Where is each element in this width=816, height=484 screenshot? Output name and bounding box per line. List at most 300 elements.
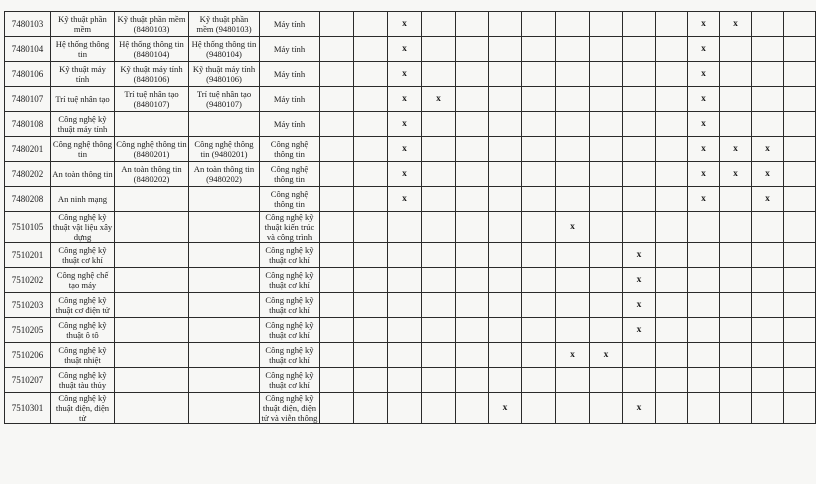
mark-cell — [354, 137, 388, 162]
doctoral-program-cell — [189, 268, 260, 293]
mark-cell — [720, 187, 752, 212]
doctoral-program-cell: Kỹ thuật phần mềm (9480103) — [189, 12, 260, 37]
mark-cell — [422, 37, 456, 62]
major-code-cell: 7480201 — [5, 137, 51, 162]
mark-cell — [556, 243, 590, 268]
table-row — [5, 243, 816, 268]
table-row — [5, 62, 816, 87]
major-name-cell: An ninh mạng — [51, 187, 115, 212]
field-group-cell: Công nghệ kỹ thuật kiến trúc và công trình — [260, 212, 320, 243]
mark-cell — [320, 12, 354, 37]
mark-cell — [752, 12, 784, 37]
mark-cell — [752, 112, 784, 137]
mark-cell: x — [752, 162, 784, 187]
mark-cell — [354, 212, 388, 243]
field-group-cell: Công nghệ kỹ thuật cơ khí — [260, 318, 320, 343]
major-code-cell: 7480106 — [5, 62, 51, 87]
mark-cell — [623, 343, 656, 368]
field-group-cell: Công nghệ thông tin — [260, 162, 320, 187]
doctoral-program-cell — [189, 393, 260, 424]
mark-cell — [656, 187, 688, 212]
mark-cell — [556, 293, 590, 318]
mark-cell: x — [688, 162, 720, 187]
mark-cell — [720, 243, 752, 268]
mark-cell — [456, 112, 489, 137]
mark-cell — [784, 393, 816, 424]
table-row — [5, 318, 816, 343]
mark-cell — [522, 212, 556, 243]
field-group-cell: Công nghệ kỹ thuật cơ khí — [260, 268, 320, 293]
mark-cell — [556, 62, 590, 87]
master-program-cell — [115, 112, 189, 137]
mark-cell: x — [556, 343, 590, 368]
majors-table — [4, 11, 816, 424]
mark-cell — [388, 318, 422, 343]
mark-cell — [320, 268, 354, 293]
mark-cell — [354, 268, 388, 293]
mark-cell — [522, 62, 556, 87]
mark-cell — [320, 393, 354, 424]
mark-cell — [590, 243, 623, 268]
mark-cell — [422, 212, 456, 243]
field-group-cell: Máy tính — [260, 12, 320, 37]
mark-cell — [784, 268, 816, 293]
mark-cell — [422, 137, 456, 162]
major-name-cell: Trí tuệ nhân tạo — [51, 87, 115, 112]
mark-cell — [752, 368, 784, 393]
mark-cell — [422, 318, 456, 343]
major-code-cell: 7510203 — [5, 293, 51, 318]
mark-cell: x — [590, 343, 623, 368]
mark-cell — [688, 243, 720, 268]
mark-cell — [590, 87, 623, 112]
mark-cell — [354, 368, 388, 393]
mark-cell — [489, 162, 522, 187]
mark-cell — [656, 37, 688, 62]
major-code-cell: 7510205 — [5, 318, 51, 343]
mark-cell — [556, 162, 590, 187]
mark-cell — [522, 343, 556, 368]
mark-cell: x — [623, 243, 656, 268]
mark-cell: x — [688, 137, 720, 162]
field-group-cell: Máy tính — [260, 37, 320, 62]
table-row — [5, 187, 816, 212]
mark-cell — [522, 293, 556, 318]
major-code-cell: 7480108 — [5, 112, 51, 137]
mark-cell — [354, 293, 388, 318]
mark-cell — [656, 162, 688, 187]
mark-cell — [354, 393, 388, 424]
mark-cell — [320, 162, 354, 187]
mark-cell — [656, 293, 688, 318]
mark-cell: x — [388, 137, 422, 162]
major-code-cell: 7510206 — [5, 343, 51, 368]
mark-cell — [656, 268, 688, 293]
doctoral-program-cell: An toàn thông tin (9480202) — [189, 162, 260, 187]
mark-cell — [656, 137, 688, 162]
mark-cell: x — [388, 87, 422, 112]
doctoral-program-cell — [189, 368, 260, 393]
mark-cell — [623, 187, 656, 212]
mark-cell — [456, 393, 489, 424]
mark-cell: x — [388, 37, 422, 62]
mark-cell — [656, 368, 688, 393]
mark-cell — [590, 12, 623, 37]
major-code-cell: 7510301 — [5, 393, 51, 424]
mark-cell — [456, 318, 489, 343]
table-row — [5, 212, 816, 243]
mark-cell — [489, 187, 522, 212]
doctoral-program-cell — [189, 343, 260, 368]
mark-cell — [320, 212, 354, 243]
major-name-cell: Công nghệ chế tạo máy — [51, 268, 115, 293]
major-name-cell: Hệ thống thông tin — [51, 37, 115, 62]
mark-cell — [556, 37, 590, 62]
mark-cell — [489, 368, 522, 393]
mark-cell — [656, 87, 688, 112]
mark-cell — [422, 393, 456, 424]
mark-cell — [354, 37, 388, 62]
mark-cell — [590, 318, 623, 343]
mark-cell — [522, 137, 556, 162]
mark-cell — [784, 343, 816, 368]
mark-cell — [456, 137, 489, 162]
table-row — [5, 368, 816, 393]
mark-cell — [320, 368, 354, 393]
mark-cell — [590, 37, 623, 62]
field-group-cell: Công nghệ kỹ thuật điện, điện tử và viễn thông — [260, 393, 320, 424]
master-program-cell — [115, 212, 189, 243]
mark-cell — [784, 62, 816, 87]
mark-cell — [489, 293, 522, 318]
master-program-cell — [115, 318, 189, 343]
major-code-cell: 7510207 — [5, 368, 51, 393]
mark-cell — [320, 62, 354, 87]
mark-cell — [656, 112, 688, 137]
master-program-cell: Kỹ thuật phần mềm (8480103) — [115, 12, 189, 37]
mark-cell — [489, 87, 522, 112]
table-body — [5, 12, 816, 424]
mark-cell — [556, 268, 590, 293]
mark-cell — [456, 62, 489, 87]
major-code-cell: 7480208 — [5, 187, 51, 212]
mark-cell — [556, 12, 590, 37]
mark-cell — [623, 212, 656, 243]
mark-cell — [388, 268, 422, 293]
doctoral-program-cell — [189, 293, 260, 318]
mark-cell — [456, 212, 489, 243]
mark-cell — [784, 37, 816, 62]
mark-cell — [688, 293, 720, 318]
mark-cell — [556, 368, 590, 393]
mark-cell — [590, 293, 623, 318]
doctoral-program-cell: Công nghệ thông tin (9480201) — [189, 137, 260, 162]
mark-cell — [784, 12, 816, 37]
mark-cell — [752, 62, 784, 87]
mark-cell: x — [388, 62, 422, 87]
mark-cell — [752, 293, 784, 318]
mark-cell: x — [623, 318, 656, 343]
mark-cell — [388, 293, 422, 318]
mark-cell — [590, 112, 623, 137]
mark-cell: x — [688, 12, 720, 37]
mark-cell — [489, 212, 522, 243]
mark-cell — [489, 137, 522, 162]
major-code-cell: 7510202 — [5, 268, 51, 293]
mark-cell — [590, 393, 623, 424]
mark-cell: x — [688, 87, 720, 112]
mark-cell — [623, 87, 656, 112]
major-code-cell: 7510105 — [5, 212, 51, 243]
mark-cell — [320, 87, 354, 112]
mark-cell — [388, 212, 422, 243]
mark-cell — [422, 243, 456, 268]
mark-cell — [656, 318, 688, 343]
major-name-cell: Công nghệ kỹ thuật vật liệu xây dựng — [51, 212, 115, 243]
major-code-cell: 7480103 — [5, 12, 51, 37]
field-group-cell: Công nghệ thông tin — [260, 137, 320, 162]
master-program-cell — [115, 393, 189, 424]
mark-cell — [320, 37, 354, 62]
mark-cell — [320, 137, 354, 162]
mark-cell — [320, 187, 354, 212]
table-row — [5, 343, 816, 368]
doctoral-program-cell — [189, 112, 260, 137]
field-group-cell: Máy tính — [260, 112, 320, 137]
master-program-cell — [115, 343, 189, 368]
mark-cell — [456, 37, 489, 62]
mark-cell — [422, 12, 456, 37]
mark-cell: x — [388, 187, 422, 212]
mark-cell — [354, 62, 388, 87]
table-row — [5, 112, 816, 137]
mark-cell — [623, 12, 656, 37]
mark-cell: x — [688, 112, 720, 137]
mark-cell — [320, 343, 354, 368]
mark-cell — [388, 343, 422, 368]
mark-cell — [522, 37, 556, 62]
mark-cell — [784, 212, 816, 243]
mark-cell — [623, 112, 656, 137]
major-name-cell: Kỹ thuật phần mềm — [51, 12, 115, 37]
mark-cell — [720, 343, 752, 368]
mark-cell — [720, 268, 752, 293]
mark-cell — [752, 243, 784, 268]
mark-cell — [354, 12, 388, 37]
mark-cell — [522, 268, 556, 293]
mark-cell — [354, 87, 388, 112]
mark-cell — [720, 62, 752, 87]
major-name-cell: An toàn thông tin — [51, 162, 115, 187]
mark-cell — [752, 268, 784, 293]
master-program-cell — [115, 187, 189, 212]
mark-cell — [354, 243, 388, 268]
major-name-cell: Công nghệ kỹ thuật ô tô — [51, 318, 115, 343]
mark-cell — [489, 37, 522, 62]
mark-cell — [590, 368, 623, 393]
mark-cell — [623, 368, 656, 393]
mark-cell — [354, 112, 388, 137]
mark-cell — [784, 187, 816, 212]
mark-cell: x — [688, 37, 720, 62]
mark-cell — [656, 62, 688, 87]
field-group-cell: Công nghệ kỹ thuật cơ khí — [260, 368, 320, 393]
mark-cell: x — [720, 137, 752, 162]
mark-cell — [456, 268, 489, 293]
mark-cell — [590, 212, 623, 243]
mark-cell — [320, 112, 354, 137]
mark-cell — [489, 12, 522, 37]
doctoral-program-cell — [189, 243, 260, 268]
mark-cell — [623, 37, 656, 62]
mark-cell — [590, 62, 623, 87]
mark-cell — [688, 212, 720, 243]
doctoral-program-cell: Hệ thống thông tin (9480104) — [189, 37, 260, 62]
table-row — [5, 268, 816, 293]
mark-cell — [489, 243, 522, 268]
master-program-cell: Kỹ thuật máy tính (8480106) — [115, 62, 189, 87]
mark-cell — [422, 62, 456, 87]
field-group-cell: Công nghệ kỹ thuật cơ khí — [260, 343, 320, 368]
mark-cell — [489, 318, 522, 343]
table-row — [5, 137, 816, 162]
mark-cell — [522, 87, 556, 112]
mark-cell — [456, 293, 489, 318]
master-program-cell — [115, 268, 189, 293]
mark-cell — [388, 243, 422, 268]
major-name-cell: Công nghệ kỹ thuật máy tính — [51, 112, 115, 137]
mark-cell — [720, 37, 752, 62]
master-program-cell: Hệ thống thông tin (8480104) — [115, 37, 189, 62]
field-group-cell: Công nghệ kỹ thuật cơ khí — [260, 293, 320, 318]
mark-cell — [422, 293, 456, 318]
doctoral-program-cell: Trí tuệ nhân tạo (9480107) — [189, 87, 260, 112]
mark-cell — [656, 212, 688, 243]
mark-cell — [456, 343, 489, 368]
major-name-cell: Công nghệ thông tin — [51, 137, 115, 162]
mark-cell: x — [388, 112, 422, 137]
major-name-cell: Công nghệ kỹ thuật điện, điện tử — [51, 393, 115, 424]
mark-cell — [720, 368, 752, 393]
major-code-cell: 7480202 — [5, 162, 51, 187]
master-program-cell: Trí tuệ nhân tạo (8480107) — [115, 87, 189, 112]
mark-cell — [522, 368, 556, 393]
mark-cell — [556, 87, 590, 112]
mark-cell — [688, 368, 720, 393]
mark-cell — [422, 268, 456, 293]
major-code-cell: 7480104 — [5, 37, 51, 62]
mark-cell: x — [752, 137, 784, 162]
mark-cell — [720, 318, 752, 343]
mark-cell — [656, 243, 688, 268]
master-program-cell: An toàn thông tin (8480202) — [115, 162, 189, 187]
table-row — [5, 37, 816, 62]
mark-cell — [456, 368, 489, 393]
mark-cell — [320, 318, 354, 343]
mark-cell — [422, 162, 456, 187]
mark-cell — [784, 368, 816, 393]
major-name-cell: Công nghệ kỹ thuật nhiệt — [51, 343, 115, 368]
mark-cell: x — [623, 268, 656, 293]
doctoral-program-cell — [189, 318, 260, 343]
mark-cell: x — [688, 187, 720, 212]
mark-cell — [623, 62, 656, 87]
mark-cell — [489, 62, 522, 87]
master-program-cell — [115, 243, 189, 268]
mark-cell — [688, 393, 720, 424]
mark-cell: x — [623, 293, 656, 318]
mark-cell — [354, 318, 388, 343]
mark-cell: x — [489, 393, 522, 424]
table-row — [5, 293, 816, 318]
mark-cell — [522, 162, 556, 187]
mark-cell — [784, 318, 816, 343]
mark-cell — [720, 112, 752, 137]
major-name-cell: Công nghệ kỹ thuật tàu thủy — [51, 368, 115, 393]
mark-cell — [752, 87, 784, 112]
table-row — [5, 393, 816, 424]
mark-cell — [688, 343, 720, 368]
mark-cell — [456, 87, 489, 112]
mark-cell — [784, 243, 816, 268]
mark-cell — [590, 268, 623, 293]
mark-cell — [388, 368, 422, 393]
mark-cell: x — [556, 212, 590, 243]
mark-cell — [784, 137, 816, 162]
field-group-cell: Máy tính — [260, 87, 320, 112]
mark-cell — [456, 243, 489, 268]
mark-cell — [590, 187, 623, 212]
mark-cell: x — [720, 12, 752, 37]
mark-cell: x — [688, 62, 720, 87]
mark-cell — [784, 87, 816, 112]
major-name-cell: Kỹ thuật máy tính — [51, 62, 115, 87]
mark-cell — [590, 137, 623, 162]
doctoral-program-cell — [189, 212, 260, 243]
field-group-cell: Công nghệ kỹ thuật cơ khí — [260, 243, 320, 268]
master-program-cell — [115, 293, 189, 318]
mark-cell — [784, 293, 816, 318]
mark-cell — [422, 368, 456, 393]
mark-cell — [354, 187, 388, 212]
mark-cell — [522, 112, 556, 137]
mark-cell — [422, 343, 456, 368]
mark-cell — [623, 137, 656, 162]
mark-cell — [656, 343, 688, 368]
field-group-cell: Máy tính — [260, 62, 320, 87]
mark-cell — [556, 318, 590, 343]
mark-cell — [556, 393, 590, 424]
master-program-cell — [115, 368, 189, 393]
table-row — [5, 87, 816, 112]
mark-cell — [320, 243, 354, 268]
major-name-cell: Công nghệ kỹ thuật cơ điện tử — [51, 293, 115, 318]
mark-cell — [422, 112, 456, 137]
mark-cell — [556, 112, 590, 137]
major-name-cell: Công nghệ kỹ thuật cơ khí — [51, 243, 115, 268]
table-row — [5, 12, 816, 37]
mark-cell — [354, 162, 388, 187]
mark-cell: x — [623, 393, 656, 424]
mark-cell — [656, 12, 688, 37]
mark-cell — [388, 393, 422, 424]
mark-cell — [456, 162, 489, 187]
mark-cell — [456, 187, 489, 212]
doctoral-program-cell: Kỹ thuật máy tính (9480106) — [189, 62, 260, 87]
mark-cell — [320, 293, 354, 318]
mark-cell — [556, 187, 590, 212]
mark-cell — [456, 12, 489, 37]
